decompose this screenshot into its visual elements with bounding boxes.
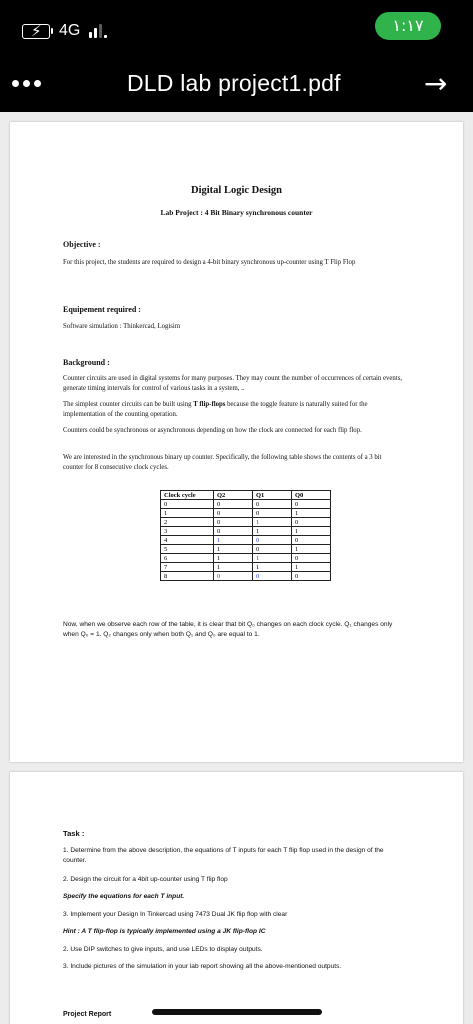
project-report-heading: Project Report xyxy=(63,1011,112,1018)
background-paragraph-3: Counters could be synchronous or asynchronous depending on how the clock are connected for each flip flop. xyxy=(63,427,362,434)
more-icon[interactable] xyxy=(12,78,42,88)
table-cell: 8 xyxy=(161,572,214,581)
table-cell: 2 xyxy=(161,518,214,527)
background-paragraph-1: Counter circuits are used in digital systems for many purposes. They may count the number of occurrences of certain events, generate timing intervals for control of various tasks in a system, .. xyxy=(63,375,403,392)
table-header: Q1 xyxy=(253,491,292,500)
counter-table xyxy=(160,490,331,581)
table-row xyxy=(161,527,331,536)
table-cell: 3 xyxy=(161,527,214,536)
table-cell: 6 xyxy=(161,554,214,563)
battery-icon xyxy=(22,24,50,39)
pdf-page-2 xyxy=(10,772,463,1024)
home-indicator[interactable] xyxy=(152,1009,322,1015)
page-subtitle: Lab Project : 4 Bit Binary synchronous counter xyxy=(160,208,313,217)
table-cell: 0 xyxy=(214,527,253,536)
status-time: ١:١٧ xyxy=(375,12,441,40)
equipment-heading: Equipement required : xyxy=(63,305,141,314)
table-header: Q2 xyxy=(214,491,253,500)
table-cell: 1 xyxy=(253,554,292,563)
equipment-text: Software simulation : Thinkercad, Logisim xyxy=(63,323,181,330)
table-cell: 0 xyxy=(161,500,214,509)
task-item-1: 1. Determine from the above description, the equations of T inputs for each T flip flop used in the design of the counter. xyxy=(63,847,384,864)
table-header: Q0 xyxy=(292,491,331,500)
charging-bolt-icon: ⚡ xyxy=(31,22,42,40)
table-row xyxy=(161,500,331,509)
table-cell: 5 xyxy=(161,545,214,554)
table-cell: 0 xyxy=(253,545,292,554)
table-cell: 1 xyxy=(214,563,253,572)
table-cell: 1 xyxy=(161,509,214,518)
objective-text: For this project, the students are required to design a 4-bit binary synchronous up-counter using T Flip Flop xyxy=(63,259,356,266)
table-header: Clock cycle xyxy=(161,491,214,500)
background-paragraph-4: We are interested in the synchronous binary up counter. Specifically, the following table shows the contents of a 3 bit counter for 8 consecutive clock cycles. xyxy=(63,454,382,471)
table-cell: 0 xyxy=(292,572,331,581)
table-row xyxy=(161,509,331,518)
table-observation-text: Now, when we observe each row of the table, it is clear that bit Q₀ changes on each clock cycle. Q₁ changes only when Q₀ = 1. Q₂ changes only when both Q₁ and Q₀ are equal to 1. xyxy=(63,621,393,638)
task-equations-note: Specify the equations for each T input. xyxy=(63,893,185,900)
table-row xyxy=(161,536,331,545)
table-row xyxy=(161,545,331,554)
table-cell: 0 xyxy=(253,572,292,581)
table-cell: 0 xyxy=(292,536,331,545)
table-cell: 1 xyxy=(292,545,331,554)
table-cell: 0 xyxy=(253,536,292,545)
table-row xyxy=(161,518,331,527)
viewer-toolbar xyxy=(0,60,473,112)
table-cell: 1 xyxy=(214,554,253,563)
table-cell: 0 xyxy=(214,518,253,527)
task-item-4: 2. Use DIP switches to give inputs, and use LEDs to display outputs. xyxy=(63,946,263,953)
share-arrow-icon[interactable]: → xyxy=(424,67,448,100)
table-cell: 0 xyxy=(214,572,253,581)
table-cell: 7 xyxy=(161,563,214,572)
table-cell: 0 xyxy=(253,500,292,509)
task-item-5: 3. Include pictures of the simulation in your lab report showing all the above-mentioned outputs. xyxy=(63,963,342,970)
signal-strength-icon xyxy=(89,22,111,38)
table-cell: 1 xyxy=(253,518,292,527)
table-cell: 0 xyxy=(214,509,253,518)
network-type: 4G xyxy=(59,22,81,39)
table-header-row xyxy=(161,491,331,500)
page-title: Digital Logic Design xyxy=(191,185,282,196)
table-cell: 1 xyxy=(292,527,331,536)
table-cell: 1 xyxy=(214,545,253,554)
background-paragraph-2: The simplest counter circuits can be built using T flip-flops because the toggle feature is naturally suited for the implementation of the counting operation. xyxy=(63,401,368,418)
table-cell: 0 xyxy=(214,500,253,509)
table-cell: 0 xyxy=(292,518,331,527)
objective-heading: Objective : xyxy=(63,240,101,249)
table-cell: 0 xyxy=(292,500,331,509)
task-heading: Task : xyxy=(63,829,85,838)
status-bar xyxy=(0,0,473,60)
pdf-viewer[interactable] xyxy=(0,112,473,1024)
table-row xyxy=(161,563,331,572)
task-hint: Hint : A T flip-flop is typically implemented using a JK flip-flop IC xyxy=(63,928,266,935)
table-cell: 0 xyxy=(253,509,292,518)
table-cell: 4 xyxy=(161,536,214,545)
table-row xyxy=(161,554,331,563)
table-cell: 1 xyxy=(253,527,292,536)
task-item-3: 3. Implement your Design In Tinkercad using 7473 Dual JK flip flop with clear xyxy=(63,911,288,918)
table-cell: 0 xyxy=(292,554,331,563)
table-row xyxy=(161,572,331,581)
background-heading: Background : xyxy=(63,358,110,367)
document-title: DLD lab project1.pdf xyxy=(127,70,341,96)
table-cell: 1 xyxy=(253,563,292,572)
task-item-2: 2. Design the circuit for a 4bit up-counter using T flip flop xyxy=(63,876,228,883)
table-cell: 1 xyxy=(292,509,331,518)
pdf-page-1 xyxy=(10,122,463,762)
table-cell: 1 xyxy=(214,536,253,545)
table-cell: 1 xyxy=(292,563,331,572)
